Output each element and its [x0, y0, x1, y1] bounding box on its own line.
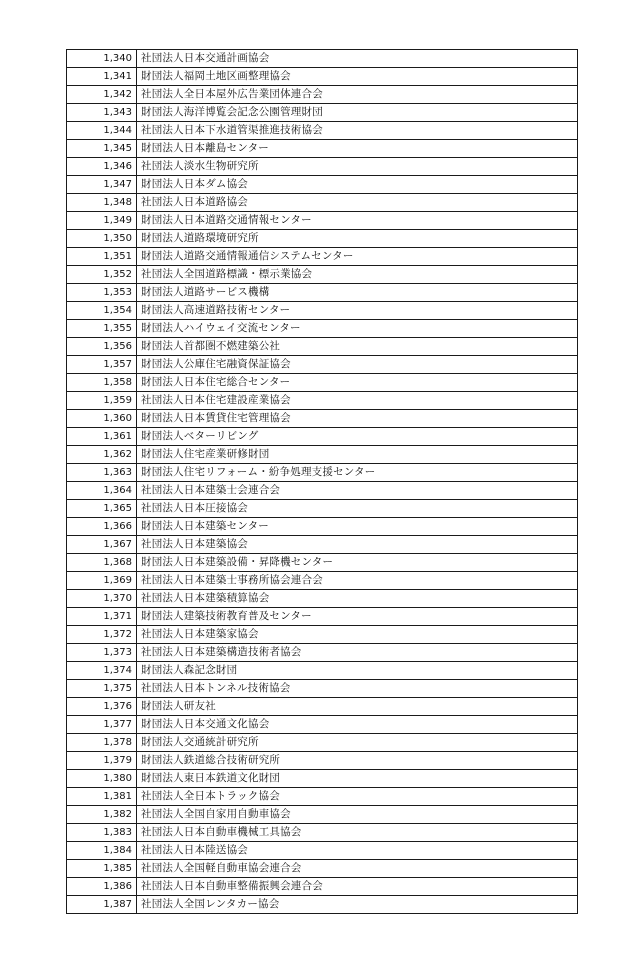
row-number-cell: 1,383	[67, 824, 137, 842]
organization-name-cell: 社団法人日本圧接協会	[137, 500, 578, 518]
table-row	[67, 158, 578, 176]
organization-name-cell: 財団法人日本離島センター	[137, 140, 578, 158]
table-row	[67, 878, 578, 896]
table-row	[67, 806, 578, 824]
table-row	[67, 86, 578, 104]
organization-name-cell: 財団法人住宅産業研修財団	[137, 446, 578, 464]
organization-list-body	[67, 50, 578, 914]
row-number-cell: 1,348	[67, 194, 137, 212]
organization-name-cell: 社団法人全国レンタカー協会	[137, 896, 578, 914]
organization-name-cell: 社団法人全国道路標識・標示業協会	[137, 266, 578, 284]
row-number-cell: 1,372	[67, 626, 137, 644]
table-row	[67, 896, 578, 914]
row-number-cell: 1,355	[67, 320, 137, 338]
organization-name-cell: 社団法人日本建築家協会	[137, 626, 578, 644]
row-number-cell: 1,374	[67, 662, 137, 680]
row-number-cell: 1,359	[67, 392, 137, 410]
table-row	[67, 410, 578, 428]
row-number-cell: 1,384	[67, 842, 137, 860]
table-row	[67, 356, 578, 374]
table-row	[67, 572, 578, 590]
row-number-cell: 1,352	[67, 266, 137, 284]
organization-name-cell: 社団法人全国軽自動車協会連合会	[137, 860, 578, 878]
organization-name-cell: 財団法人日本建築設備・昇降機センター	[137, 554, 578, 572]
row-number-cell: 1,386	[67, 878, 137, 896]
table-row	[67, 536, 578, 554]
table-row	[67, 302, 578, 320]
row-number-cell: 1,377	[67, 716, 137, 734]
organization-name-cell: 財団法人福岡土地区画整理協会	[137, 68, 578, 86]
table-row	[67, 518, 578, 536]
table-row	[67, 590, 578, 608]
row-number-cell: 1,346	[67, 158, 137, 176]
row-number-cell: 1,347	[67, 176, 137, 194]
table-row	[67, 608, 578, 626]
row-number-cell: 1,360	[67, 410, 137, 428]
row-number-cell: 1,368	[67, 554, 137, 572]
table-row	[67, 464, 578, 482]
table-row	[67, 680, 578, 698]
row-number-cell: 1,385	[67, 860, 137, 878]
table-row	[67, 320, 578, 338]
organization-name-cell: 財団法人日本建築センター	[137, 518, 578, 536]
row-number-cell: 1,370	[67, 590, 137, 608]
organization-name-cell: 財団法人住宅リフォーム・紛争処理支援センター	[137, 464, 578, 482]
organization-name-cell: 財団法人高速道路技術センター	[137, 302, 578, 320]
organization-name-cell: 社団法人淡水生物研究所	[137, 158, 578, 176]
table-row	[67, 338, 578, 356]
table-row	[67, 554, 578, 572]
row-number-cell: 1,351	[67, 248, 137, 266]
row-number-cell: 1,366	[67, 518, 137, 536]
organization-name-cell: 財団法人日本賃貸住宅管理協会	[137, 410, 578, 428]
organization-name-cell: 社団法人全日本屋外広告業団体連合会	[137, 86, 578, 104]
table-row	[67, 122, 578, 140]
row-number-cell: 1,345	[67, 140, 137, 158]
table-row	[67, 140, 578, 158]
row-number-cell: 1,354	[67, 302, 137, 320]
organization-name-cell: 社団法人全日本トラック協会	[137, 788, 578, 806]
table-row	[67, 446, 578, 464]
table-row	[67, 716, 578, 734]
organization-name-cell: 社団法人日本建築構造技術者協会	[137, 644, 578, 662]
row-number-cell: 1,378	[67, 734, 137, 752]
row-number-cell: 1,349	[67, 212, 137, 230]
row-number-cell: 1,358	[67, 374, 137, 392]
table-row	[67, 698, 578, 716]
organization-list-table	[66, 49, 578, 914]
table-row	[67, 644, 578, 662]
organization-name-cell: 財団法人首都圏不燃建築公社	[137, 338, 578, 356]
table-row	[67, 194, 578, 212]
row-number-cell: 1,364	[67, 482, 137, 500]
row-number-cell: 1,375	[67, 680, 137, 698]
table-row	[67, 176, 578, 194]
row-number-cell: 1,373	[67, 644, 137, 662]
table-row	[67, 662, 578, 680]
row-number-cell: 1,357	[67, 356, 137, 374]
row-number-cell: 1,350	[67, 230, 137, 248]
table-row	[67, 752, 578, 770]
row-number-cell: 1,363	[67, 464, 137, 482]
row-number-cell: 1,369	[67, 572, 137, 590]
row-number-cell: 1,361	[67, 428, 137, 446]
table-row	[67, 482, 578, 500]
row-number-cell: 1,362	[67, 446, 137, 464]
row-number-cell: 1,382	[67, 806, 137, 824]
row-number-cell: 1,365	[67, 500, 137, 518]
organization-name-cell: 社団法人全国自家用自動車協会	[137, 806, 578, 824]
organization-name-cell: 財団法人日本道路交通情報センター	[137, 212, 578, 230]
table-row	[67, 68, 578, 86]
organization-name-cell: 社団法人日本下水道管渠推進技術協会	[137, 122, 578, 140]
row-number-cell: 1,340	[67, 50, 137, 68]
organization-name-cell: 財団法人日本ダム協会	[137, 176, 578, 194]
table-row	[67, 788, 578, 806]
row-number-cell: 1,380	[67, 770, 137, 788]
organization-name-cell: 財団法人道路サービス機構	[137, 284, 578, 302]
row-number-cell: 1,343	[67, 104, 137, 122]
organization-name-cell: 社団法人日本建築積算協会	[137, 590, 578, 608]
row-number-cell: 1,341	[67, 68, 137, 86]
organization-name-cell: 社団法人日本陸送協会	[137, 842, 578, 860]
table-row	[67, 428, 578, 446]
row-number-cell: 1,344	[67, 122, 137, 140]
organization-name-cell: 社団法人日本自動車機械工具協会	[137, 824, 578, 842]
row-number-cell: 1,387	[67, 896, 137, 914]
organization-name-cell: 財団法人公庫住宅融資保証協会	[137, 356, 578, 374]
table-row	[67, 50, 578, 68]
table-row	[67, 284, 578, 302]
organization-name-cell: 財団法人道路交通情報通信システムセンター	[137, 248, 578, 266]
organization-name-cell: 財団法人道路環境研究所	[137, 230, 578, 248]
organization-name-cell: 財団法人建築技術教育普及センター	[137, 608, 578, 626]
table-row	[67, 860, 578, 878]
table-row	[67, 500, 578, 518]
table-row	[67, 266, 578, 284]
organization-name-cell: 社団法人日本建築協会	[137, 536, 578, 554]
table-row	[67, 392, 578, 410]
organization-name-cell: 財団法人鉄道総合技術研究所	[137, 752, 578, 770]
organization-name-cell: 財団法人交通統計研究所	[137, 734, 578, 752]
organization-name-cell: 財団法人ベターリビング	[137, 428, 578, 446]
row-number-cell: 1,353	[67, 284, 137, 302]
organization-name-cell: 社団法人日本トンネル技術協会	[137, 680, 578, 698]
table-row	[67, 104, 578, 122]
table-row	[67, 374, 578, 392]
row-number-cell: 1,371	[67, 608, 137, 626]
organization-name-cell: 財団法人研友社	[137, 698, 578, 716]
table-row	[67, 248, 578, 266]
row-number-cell: 1,367	[67, 536, 137, 554]
organization-name-cell: 社団法人日本自動車整備振興会連合会	[137, 878, 578, 896]
organization-name-cell: 財団法人東日本鉄道文化財団	[137, 770, 578, 788]
row-number-cell: 1,356	[67, 338, 137, 356]
row-number-cell: 1,376	[67, 698, 137, 716]
organization-name-cell: 財団法人森記念財団	[137, 662, 578, 680]
table-row	[67, 626, 578, 644]
organization-name-cell: 社団法人日本建築士会連合会	[137, 482, 578, 500]
table-row	[67, 824, 578, 842]
row-number-cell: 1,381	[67, 788, 137, 806]
table-row	[67, 770, 578, 788]
table-row	[67, 212, 578, 230]
organization-name-cell: 財団法人ハイウェイ交流センター	[137, 320, 578, 338]
organization-name-cell: 財団法人日本住宅総合センター	[137, 374, 578, 392]
organization-name-cell: 社団法人日本住宅建設産業協会	[137, 392, 578, 410]
organization-name-cell: 社団法人日本交通計画協会	[137, 50, 578, 68]
table-row	[67, 734, 578, 752]
organization-name-cell: 財団法人日本交通文化協会	[137, 716, 578, 734]
organization-name-cell: 社団法人日本建築士事務所協会連合会	[137, 572, 578, 590]
row-number-cell: 1,379	[67, 752, 137, 770]
table-row	[67, 842, 578, 860]
table-row	[67, 230, 578, 248]
organization-name-cell: 財団法人海洋博覧会記念公園管理財団	[137, 104, 578, 122]
organization-name-cell: 社団法人日本道路協会	[137, 194, 578, 212]
row-number-cell: 1,342	[67, 86, 137, 104]
